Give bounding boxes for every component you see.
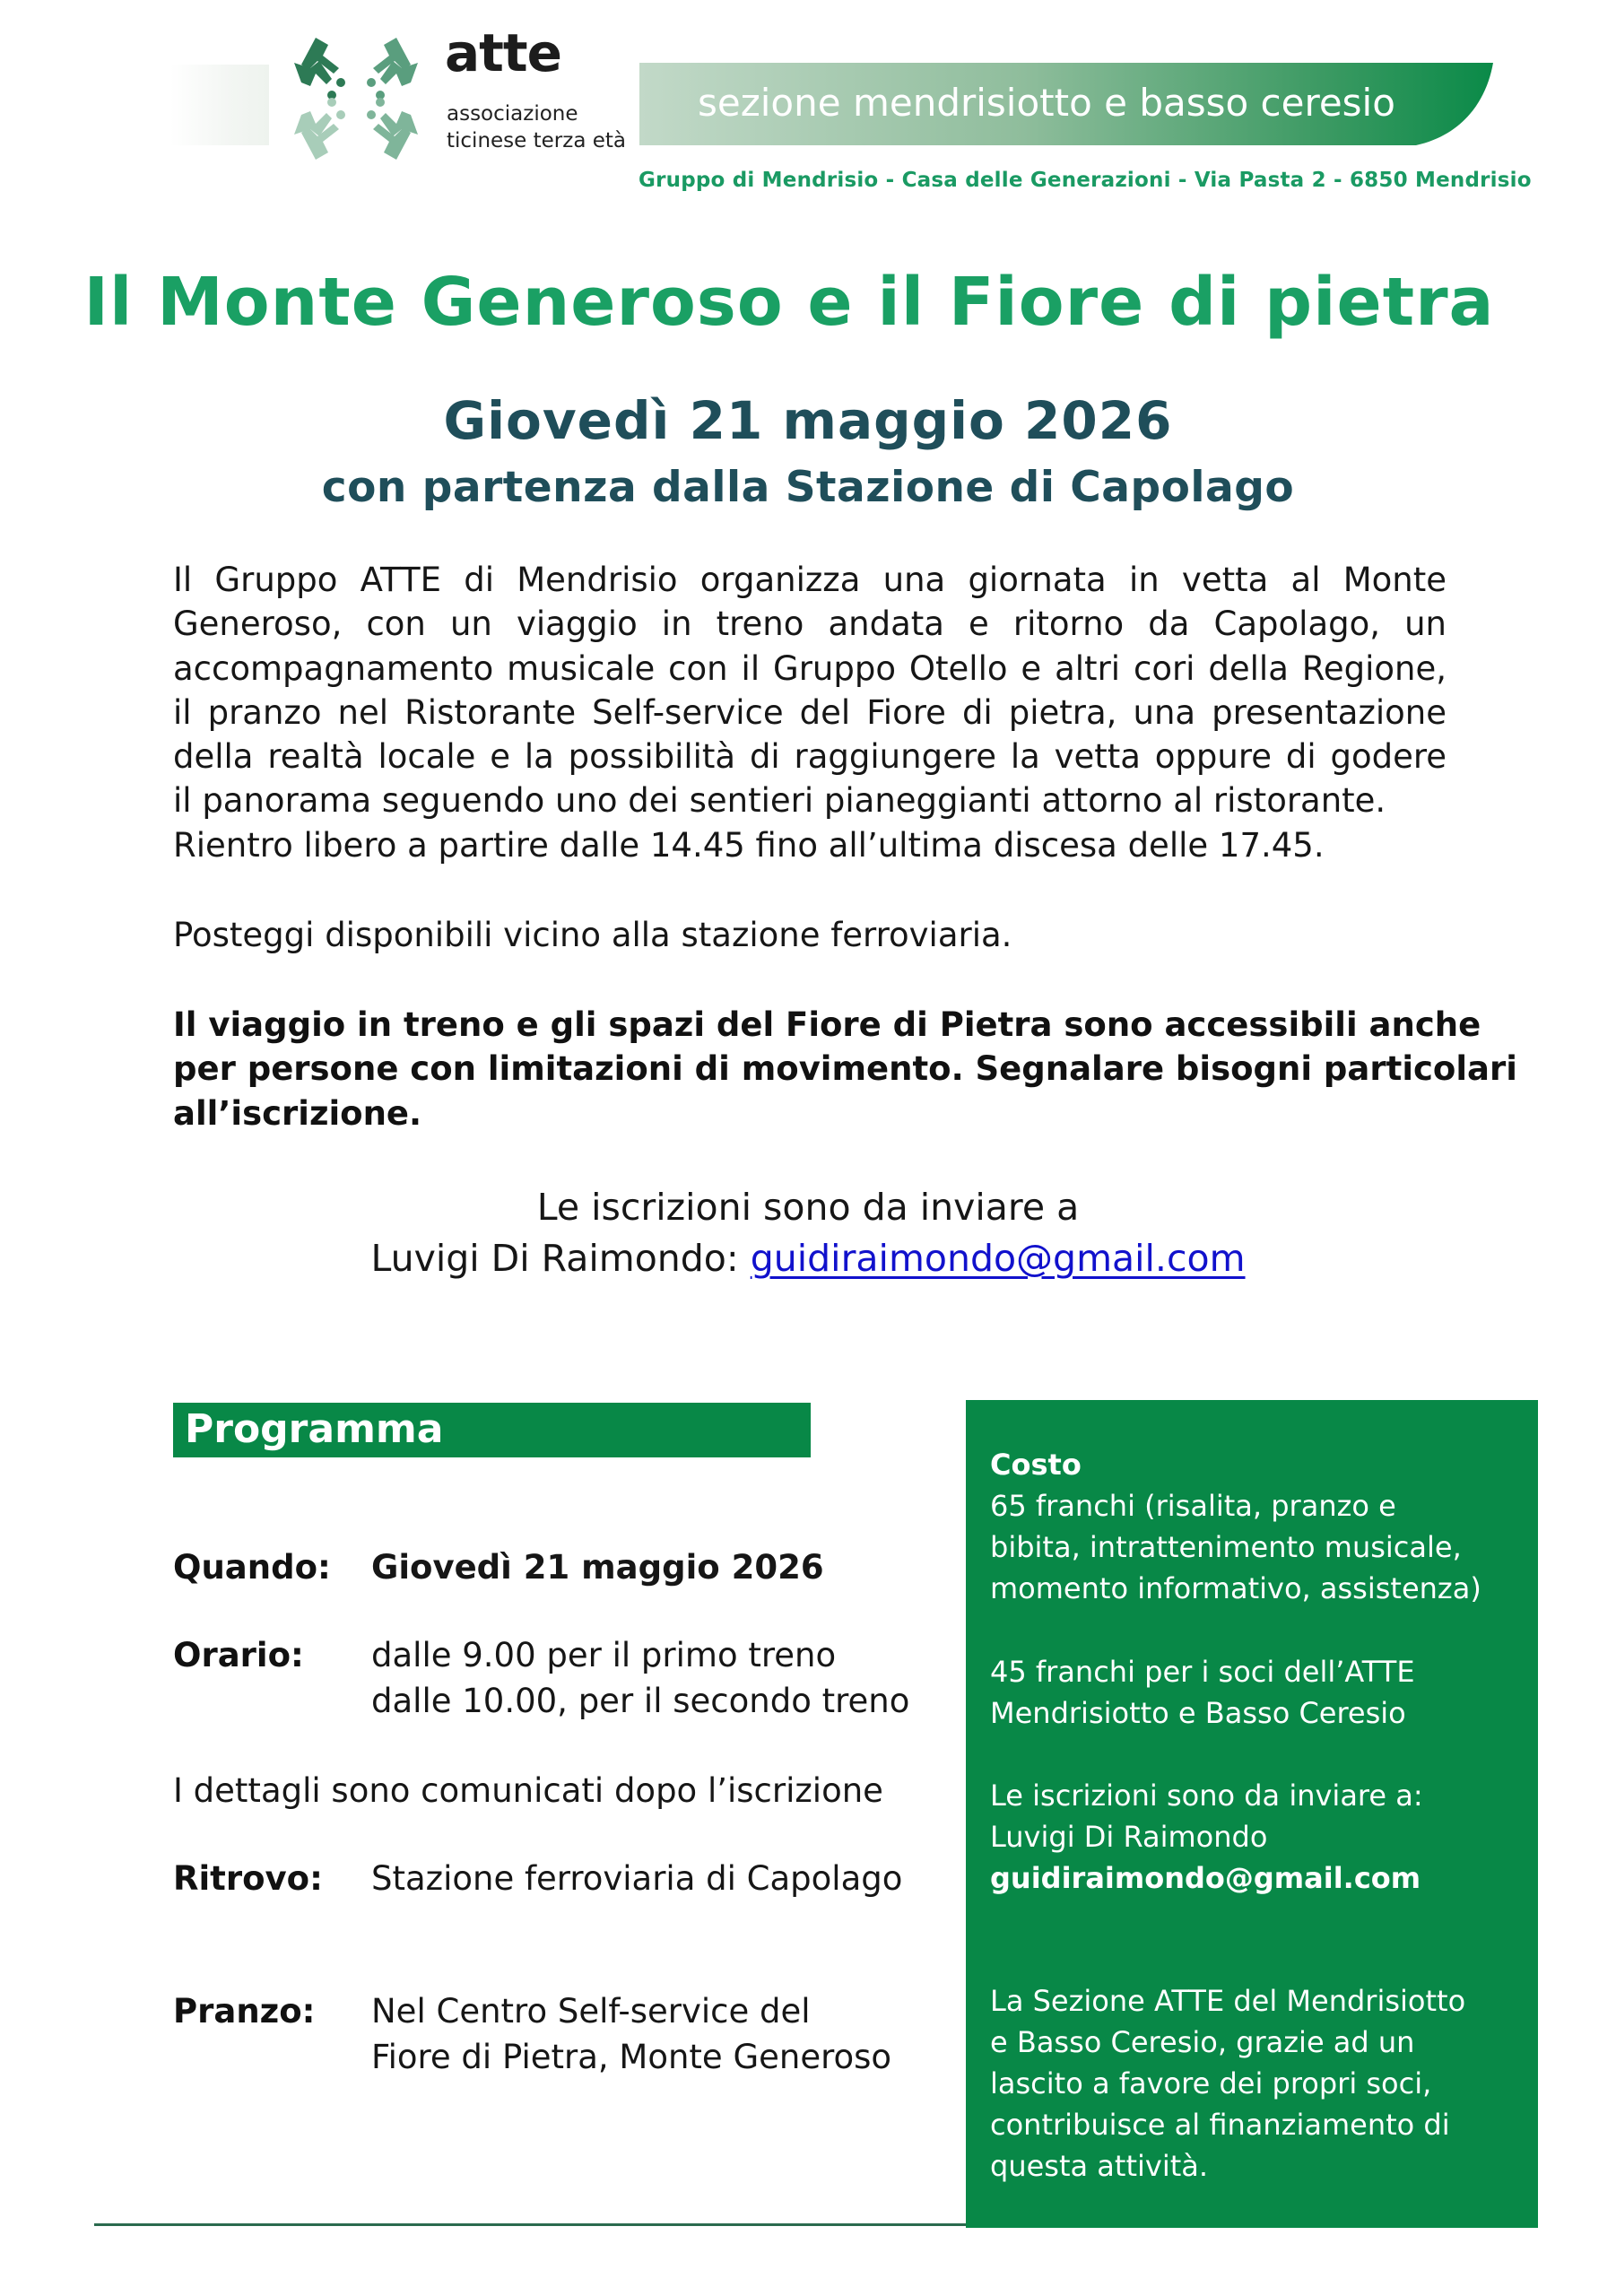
funding-line: lascito a favore dei propri soci, <box>990 2066 1432 2100</box>
funding-line: e Basso Ceresio, grazie ad un <box>990 2025 1415 2059</box>
registration-email-link[interactable]: guidiraimondo@gmail.com <box>750 1237 1246 1280</box>
intro-paragraph <box>173 558 1447 867</box>
brand-subtitle <box>447 100 626 154</box>
people-circle-logo-icon <box>289 29 423 169</box>
intro-line: Rientro libero a partire dalle 14.45 fino all’ultima discesa delle 17.45. <box>173 825 1325 865</box>
member-price-line: 45 franchi per i soci dell’ATTE <box>990 1655 1415 1689</box>
funding-note <box>990 1980 1519 2187</box>
event-departure-subheading: con partenza dalla Stazione di Capolago <box>321 463 1295 512</box>
brand-subtitle-line2: ticinese terza età <box>447 129 626 152</box>
quando-label: Quando: <box>173 1548 331 1587</box>
orario-label: Orario: <box>173 1636 304 1674</box>
costo-line: 65 franchi (risalita, pranzo e <box>990 1489 1396 1523</box>
intro-line: il panorama seguendo uno dei sentieri pianeggianti attorno al ristorante. <box>173 781 1386 821</box>
pranzo-label: Pranzo: <box>173 1992 316 2031</box>
funding-line: La Sezione ATTE del Mendrisiotto <box>990 1984 1466 2018</box>
brand-name: atte <box>445 22 561 83</box>
costo-line: momento informativo, assistenza) <box>990 1571 1481 1605</box>
accessibility-line: all’iscrizione. <box>173 1093 422 1133</box>
ritrovo-label: Ritrovo: <box>173 1859 323 1898</box>
box-registration <box>990 1775 1519 1899</box>
event-date-heading: Giovedì 21 maggio 2026 <box>443 390 1173 451</box>
costo-heading: Costo <box>990 1448 1082 1482</box>
intro-line: accompagnamento musicale con il Gruppo Otello e altri cori della Regione, <box>173 648 1447 688</box>
section-banner-text: sezione mendrisiotto e basso ceresio <box>698 81 1395 125</box>
costo-line: bibita, intrattenimento musicale, <box>990 1530 1462 1564</box>
box-registration-line: Luvigi Di Raimondo <box>990 1820 1268 1854</box>
logo-background-fade <box>170 65 269 145</box>
orario-value <box>371 1633 909 1724</box>
intro-line: Il Gruppo ATTE di Mendrisio organizza una giornata in vetta al Monte <box>173 561 1447 599</box>
parking-note: Posteggi disponibili vicino alla stazione ferroviaria. <box>173 916 1012 954</box>
accessibility-note <box>173 1003 1517 1135</box>
registration-contact <box>0 1233 1616 1284</box>
intro-line: della realtà locale e la possibilità di raggiungere la vetta oppure di godere <box>173 737 1447 777</box>
accessibility-line: Il viaggio in treno e gli spazi del Fiore di Pietra sono accessibili anche <box>173 1005 1481 1044</box>
ritrovo-value: Stazione ferroviaria di Capolago <box>371 1859 903 1898</box>
funding-line: questa attività. <box>990 2149 1209 2183</box>
costo-details <box>990 1485 1519 1609</box>
pranzo-line: Fiore di Pietra, Monte Generoso <box>371 2037 892 2076</box>
member-price <box>990 1651 1519 1734</box>
brand-subtitle-line1: associazione <box>447 102 578 126</box>
intro-line: il pranzo nel Ristorante Self-service del Fiore di pietra, una presentazione <box>173 692 1447 732</box>
logo-figures <box>294 38 418 160</box>
footer-divider <box>94 2223 966 2226</box>
pranzo-line: Nel Centro Self-service del <box>371 1992 811 2031</box>
registration-block <box>0 1182 1616 1284</box>
accessibility-line: per persone con limitazioni di movimento. Segnalare bisogni particolari <box>173 1049 1517 1089</box>
programma-heading: Programma <box>185 1406 444 1452</box>
orario-line: dalle 9.00 per il primo treno <box>371 1636 837 1674</box>
funding-line: contribuisce al finanziamento di <box>990 2108 1450 2142</box>
group-address: Gruppo di Mendrisio - Casa delle Generazioni - Via Pasta 2 - 6850 Mendrisio <box>639 169 1532 192</box>
registration-line: Le iscrizioni sono da inviare a <box>536 1186 1080 1229</box>
registration-contact-name: Luvigi Di Raimondo: <box>370 1237 751 1280</box>
intro-line: Generoso, con un viaggio in treno andata e ritorno da Capolago, un <box>173 604 1447 644</box>
quando-value: Giovedì 21 maggio 2026 <box>371 1548 824 1587</box>
page-title: Il Monte Generoso e il Fiore di pietra <box>83 264 1495 341</box>
member-price-line: Mendrisiotto e Basso Ceresio <box>990 1696 1406 1730</box>
orario-line: dalle 10.00, per il secondo treno <box>371 1681 910 1720</box>
details-note: I dettagli sono comunicati dopo l’iscrizione <box>173 1771 883 1810</box>
box-registration-line: Le iscrizioni sono da inviare a: <box>990 1779 1423 1813</box>
box-registration-email[interactable]: guidiraimondo@gmail.com <box>990 1861 1421 1895</box>
pranzo-value <box>371 1989 891 2080</box>
